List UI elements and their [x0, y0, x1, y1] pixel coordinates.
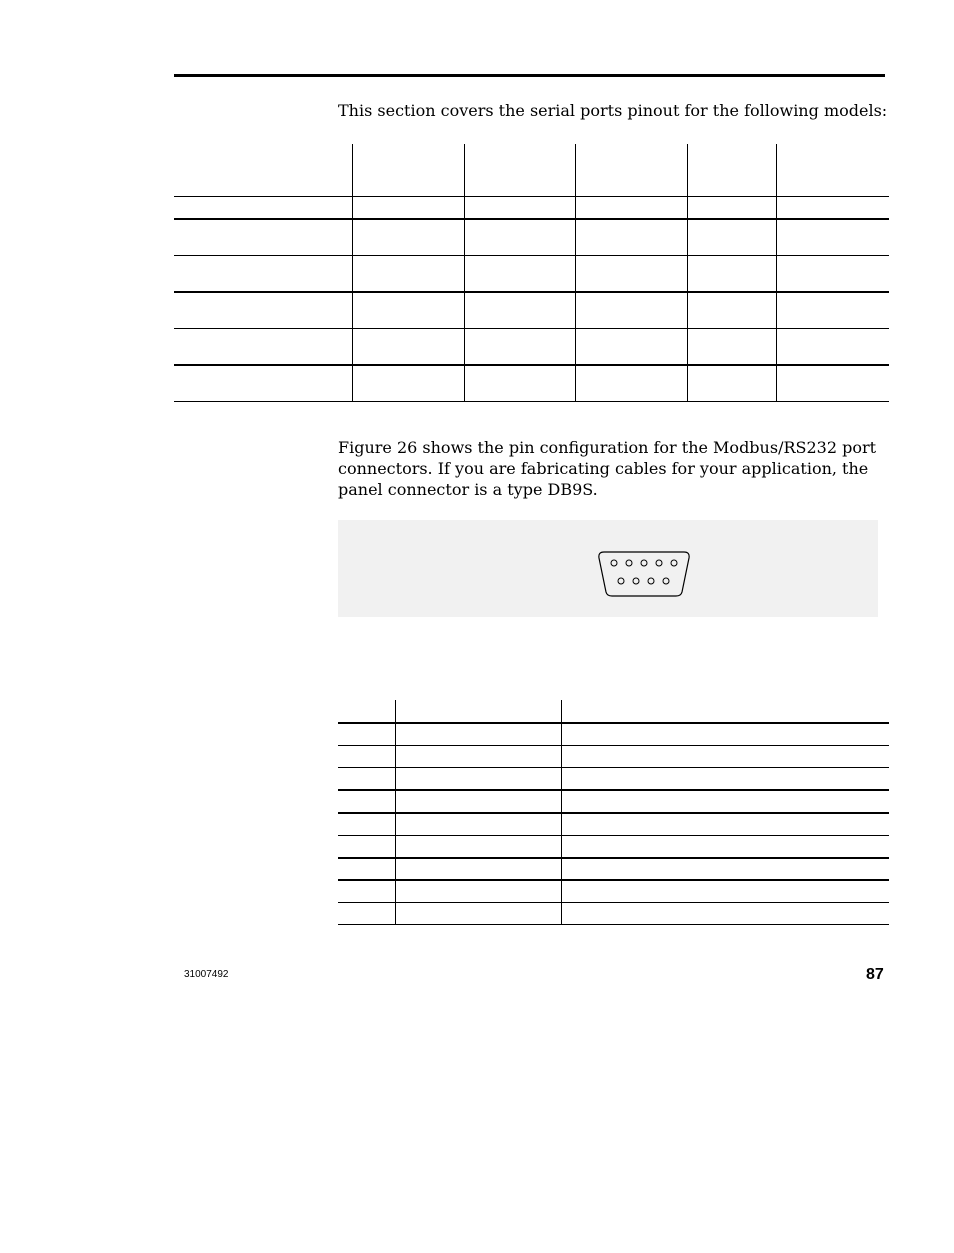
figure-26-box — [338, 520, 878, 617]
figure-paragraph: Figure 26 shows the pin configuration for the Modbus/RS232 port connectors. If you are fabricating cables for your application, the panel connector is a type DB9S. — [338, 438, 877, 499]
pin-row-rule — [338, 722, 889, 724]
db9-connector-icon — [596, 548, 692, 600]
models-row-rule — [174, 196, 889, 197]
pin-row-rule — [338, 879, 889, 881]
page-number: 87 — [866, 966, 884, 983]
models-row-rule — [174, 328, 889, 329]
pin-table — [338, 700, 889, 925]
models-row-rule — [174, 218, 889, 220]
models-row-rule — [174, 364, 889, 366]
intro-paragraph: This section covers the serial ports pinout for the following models: — [338, 101, 888, 120]
pin-row-rule — [338, 902, 889, 903]
pin-row-rule — [338, 812, 889, 814]
models-row-rule — [174, 291, 889, 293]
doc-number: 31007492 — [184, 969, 229, 980]
models-row-rule — [174, 255, 889, 256]
db9-top-row-pins — [611, 560, 677, 566]
pin-row-rule — [338, 745, 889, 746]
pin-row-rule — [338, 924, 889, 925]
pin-row-rule — [338, 789, 889, 791]
pin-row-rule — [338, 767, 889, 768]
header-rule — [174, 74, 885, 77]
models-table — [174, 144, 889, 402]
models-row-rule — [174, 401, 889, 402]
db9-bottom-row-pins — [618, 578, 669, 584]
pin-row-rule — [338, 835, 889, 836]
pin-row-rule — [338, 857, 889, 859]
